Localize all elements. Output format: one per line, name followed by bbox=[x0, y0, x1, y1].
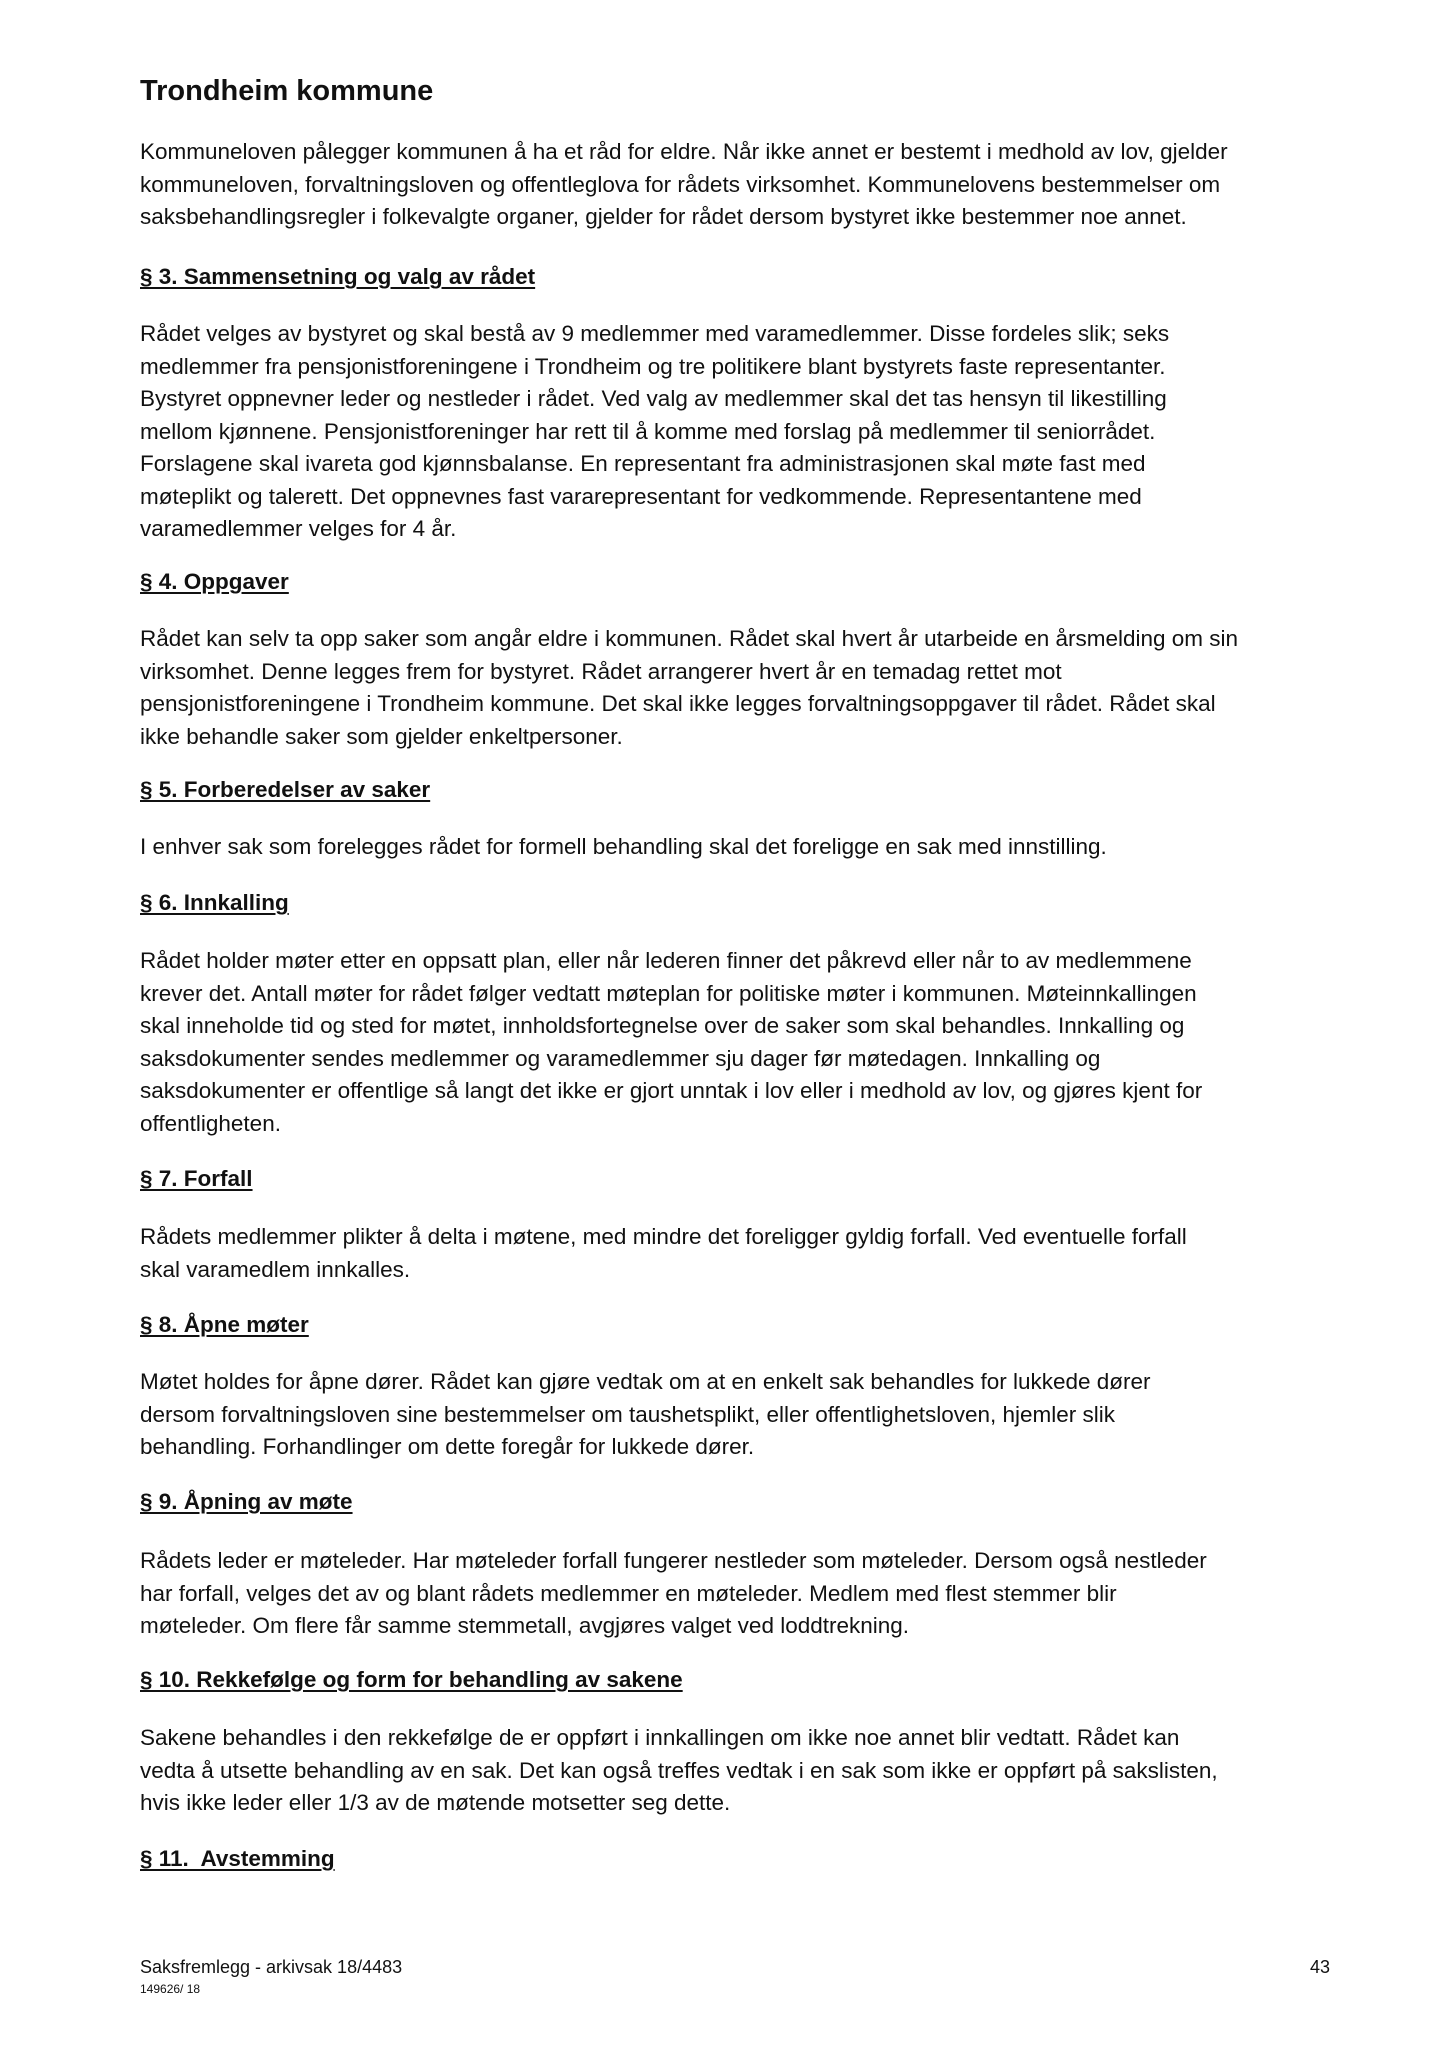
section-heading-7: § 7. Forfall bbox=[140, 1166, 253, 1191]
paragraph-line: vedta å utsette behandling av en sak. Det kan også treffes vedtak i en sak som ikke er oppført på sakslisten, bbox=[140, 1757, 1218, 1783]
paragraph-line: varamedlemmer velges for 4 år. bbox=[140, 516, 457, 541]
paragraph-line: krever det. Antall møter for rådet følger vedtatt møteplan for politiske møter i kommunen. Møteinnkallingen bbox=[140, 980, 1197, 1006]
footer-document-label: Saksfremlegg - arkivsak 18/4483 bbox=[140, 1957, 403, 1977]
paragraph-line: skal inneholde tid og sted for møtet, innholdsfortegnelse over de saker som skal behandles. Innkalling og bbox=[140, 1013, 1185, 1038]
footer-reference: 149626/ 18 bbox=[140, 1982, 201, 1996]
section-paragraph-6 bbox=[140, 945, 1340, 1140]
section-paragraph-9 bbox=[140, 1545, 1340, 1643]
intro-line: saksbehandlingsregler i folkevalgte organer, gjelder for rådet dersom bystyret ikke bestemmer noe annet. bbox=[140, 204, 1187, 229]
section-heading-10: § 10. Rekkefølge og form for behandling av sakene bbox=[140, 1667, 683, 1692]
section-heading-4: § 4. Oppgaver bbox=[140, 569, 289, 594]
paragraph-line: mellom kjønnene. Pensjonistforeninger har rett til å komme med forslag på medlemmer til seniorrådet. bbox=[140, 418, 1156, 444]
paragraph-line: har forfall, velges det av og blant rådets medlemmer en møteleder. Medlem med flest stemmer blir bbox=[140, 1580, 1117, 1606]
paragraph-line: Rådets medlemmer plikter å delta i møtene, med mindre det foreligger gyldig forfall. Ved eventuelle forfall bbox=[140, 1224, 1187, 1249]
paragraph-line: dersom forvaltningsloven sine bestemmelser om taushetsplikt, eller offentlighetsloven, hjemler slik bbox=[140, 1401, 1116, 1427]
section-heading-6: § 6. Innkalling bbox=[140, 890, 289, 915]
paragraph-line: Forslagene skal ivareta god kjønnsbalanse. En representant fra administrasjonen skal møte fast med bbox=[140, 451, 1146, 476]
paragraph-line: behandling. Forhandlinger om dette foregår for lukkede dører. bbox=[140, 1434, 755, 1459]
paragraph-line: ikke behandle saker som gjelder enkeltpersoner. bbox=[140, 723, 623, 749]
paragraph-line: Rådet velges av bystyret og skal bestå av 9 medlemmer med varamedlemmer. Disse fordeles slik; seks bbox=[140, 321, 1170, 346]
section-heading-3: § 3. Sammensetning og valg av rådet bbox=[140, 264, 536, 289]
intro-paragraph bbox=[140, 136, 1340, 234]
paragraph-line: pensjonistforeningene i Trondheim kommune. Det skal ikke legges forvaltningsoppgaver til rådet. Rådet skal bbox=[140, 691, 1216, 716]
paragraph-line: Møtet holdes for åpne dører. Rådet kan gjøre vedtak om at en enkelt sak behandles for lukkede dører bbox=[140, 1369, 1151, 1394]
section-paragraph-10 bbox=[140, 1722, 1340, 1820]
paragraph-line: møteleder. Om flere får samme stemmetall, avgjøres valget ved loddtrekning. bbox=[140, 1613, 910, 1638]
paragraph-line: hvis ikke leder eller 1/3 av de møtende motsetter seg dette. bbox=[140, 1790, 731, 1815]
paragraph-line: Sakene behandles i den rekkefølge de er oppført i innkallingen om ikke noe annet blir vedtatt. Rådet kan bbox=[140, 1725, 1180, 1750]
paragraph-line: Rådets leder er møteleder. Har møteleder forfall fungerer nestleder som møteleder. Dersom også nestleder bbox=[140, 1548, 1207, 1573]
section-paragraph-7 bbox=[140, 1221, 1340, 1286]
section-paragraph-5 bbox=[140, 831, 1340, 864]
paragraph-line: Rådet kan selv ta opp saker som angår eldre i kommunen. Rådet skal hvert år utarbeide en årsmelding om sin bbox=[140, 626, 1239, 651]
footer-page-number: 43 bbox=[1309, 1957, 1330, 1977]
intro-line: kommuneloven, forvaltningsloven og offentleglova for rådets virksomhet. Kommunelovens bestemmelser om bbox=[140, 171, 1221, 197]
paragraph-line: medlemmer fra pensjonistforeningene i Trondheim og tre politikere blant bystyrets faste representanter. bbox=[140, 353, 1166, 379]
paragraph-line: Rådet holder møter etter en oppsatt plan, eller når lederen finner det påkrevd eller når to av medlemmene bbox=[140, 948, 1192, 973]
section-paragraph-4 bbox=[140, 623, 1340, 753]
paragraph-line: saksdokumenter er offentlige så langt det ikke er gjort unntak i lov eller i medhold av lov, og gjøres kjent for bbox=[140, 1078, 1203, 1103]
paragraph-line: Bystyret oppnevner leder og nestleder i rådet. Ved valg av medlemmer skal det tas hensyn til likestilling bbox=[140, 386, 1167, 411]
intro-line: Kommuneloven pålegger kommunen å ha et råd for eldre. Når ikke annet er bestemt i medhold av lov, gjelder bbox=[140, 139, 1228, 164]
paragraph-line: virksomhet. Denne legges frem for bystyret. Rådet arrangerer hvert år en temadag rettet mot bbox=[140, 658, 1062, 684]
section-heading-9: § 9. Åpning av møte bbox=[140, 1489, 353, 1514]
organization-title: Trondheim kommune bbox=[140, 75, 434, 107]
paragraph-line: saksdokumenter sendes medlemmer og varamedlemmer sju dager før møtedagen. Innkalling og bbox=[140, 1045, 1101, 1071]
section-heading-11: § 11. Avstemming bbox=[140, 1846, 335, 1871]
section-heading-5: § 5. Forberedelser av saker bbox=[140, 777, 431, 802]
section-heading-8: § 8. Åpne møter bbox=[140, 1312, 309, 1337]
section-paragraph-3 bbox=[140, 318, 1340, 546]
paragraph-line: møteplikt og talerett. Det oppnevnes fast vararepresentant for vedkommende. Representantene med bbox=[140, 483, 1142, 509]
section-paragraph-8 bbox=[140, 1366, 1340, 1464]
paragraph-line: I enhver sak som forelegges rådet for formell behandling skal det foreligge en sak med innstilling. bbox=[140, 834, 1107, 859]
paragraph-line: offentligheten. bbox=[140, 1110, 281, 1136]
paragraph-line: skal varamedlem innkalles. bbox=[140, 1256, 411, 1282]
